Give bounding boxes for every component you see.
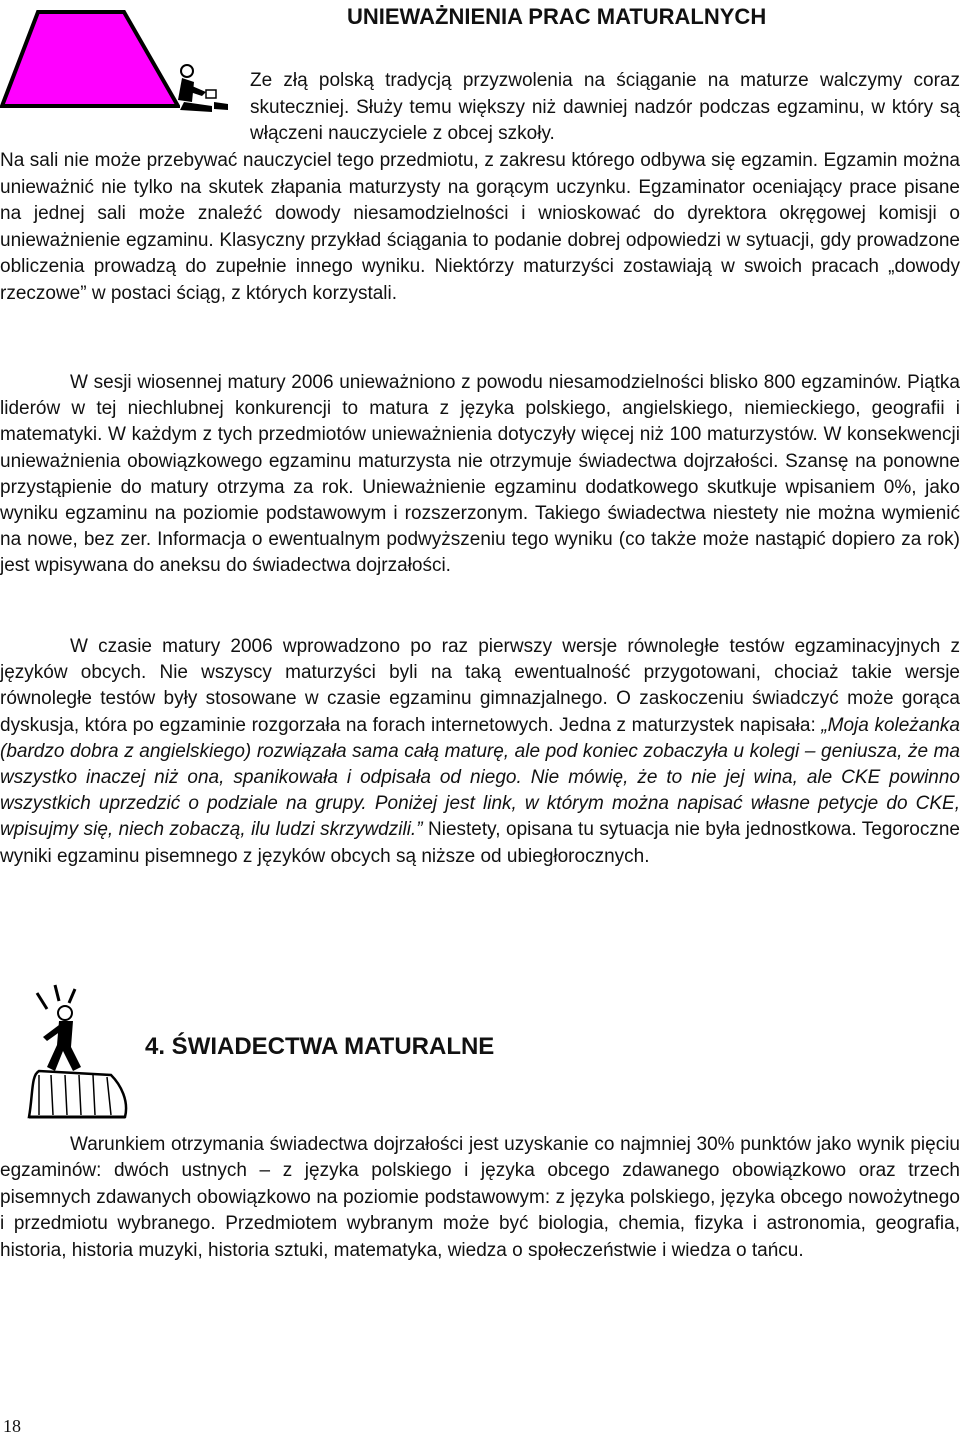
person-on-book-icon xyxy=(25,975,135,1120)
parallel-versions-paragraph xyxy=(0,634,960,870)
session-2006-paragraph: W sesji wiosennej matury 2006 unieważniono z powodu niesamodzielności blisko 800 egzaminów. Piątka liderów w tej niechlubnej konkurencji to matura z języka polskiego, angielskiego, niemieckiego, geografii i matematyki. W każdym z tych przedmiotów unieważnienia dotyczyły więcej niż 100 maturzystów. W konsekwencji unieważnienia obowiązkowego egzaminu maturzysta nie otrzymuje świadectwa dojrzałości. Szansę na ponowne przystąpienie do matury otrzyma za rok. Unieważnienie egzaminu dodatkowego skutkuje wpisaniem 0%, jako wyniku egzaminu na poziomie podstawowym i rozszerzonym. Takiego świadectwa niestety nie można wymienić na nowe, bez zer. Informacja o ewentualnym podwyższeniu tego wyniku (co także może nastąpić dopiero za rok) jest wpisywana do aneksu do świadectwa dojrzałości. xyxy=(0,372,960,577)
invalidation-rules-paragraph: Na sali nie może przebywać nauczyciel tego przedmiotu, z zakresu którego odbywa się egzamin. Egzamin można unieważnić nie tylko na skutek złapania maturzysty na gorącym uczynku. Egzaminator oceniający prace pisane na jednej sali może znaleźć dowody niesamodzielności i wnioskować do dyrektora okręgowej komisji o unieważnienie egzaminu. Klasyczny przykład ściągania to podanie dobrej odpowiedzi w sytuacji, gdy prowadzone obliczenia prowadzą do zupełnie innego wyniku. Niektórzy maturzyści zostawiają w swoich pracach „dowody rzeczowe” w postaci ściąg, z których korzystali. xyxy=(0,150,960,304)
page-title: UNIEWAŻNIENIA PRAC MATURALNYCH xyxy=(347,4,767,29)
intro-paragraph: Ze złą polską tradycją przyzwolenia na ściąganie na maturze walczymy coraz skuteczniej. Służy temu większy niż dawniej nadzór podczas egzaminu, w który są włączeni nauczyciele z obcej szkoły. xyxy=(250,70,960,145)
page-number: 18 xyxy=(3,1416,21,1436)
trapezoid-shape xyxy=(2,12,178,106)
versions-tail-text: Niestety, opisana tu sytuacja nie była jednostkowa. Tegoroczne wyniki egzaminu pisemnego z języków obcych są niższe od ubiegłorocznych. xyxy=(0,819,960,867)
student-quote: „Moja koleżanka (bardzo dobra z angielskiego) rozwiązała sama całą maturę, ale pod koniec zobaczyła u kolegi – geniusza, że ma wszystko inaczej niż ona, spanikowała i odpisała od niego. Nie mówię, że to nie jej wina, ale CKE powinno wszystkich uprzedzić o podziale na grupy. Poniżej jest link, w którym można napisać własne petycje do CKE, wpisujmy się, niech zobaczą, ilu ludzi skrzywdzili.” xyxy=(0,714,960,841)
magenta-trapezoid-decoration xyxy=(0,10,180,110)
versions-lead-text: W czasie matury 2006 wprowadzono po raz pierwszy wersje równoległe testów egzaminacyjnych z języków obcych. Nie wszyscy maturzyści byli na taką ewentualność przygotowani, chociaż takie wersje równoległe testów były stosowane w czasie egzaminu gimnazjalnego. O zaskoczeniu świadczyć może gorąca dyskusja, która po egzaminie rozgorzała na forach internetowych. Jedna z maturzystek napisała: xyxy=(0,636,960,736)
person-reading-icon xyxy=(170,62,230,114)
section-title: 4. ŚWIADECTWA MATURALNE xyxy=(145,1033,495,1060)
certificate-requirements-paragraph: Warunkiem otrzymania świadectwa dojrzałości jest uzyskanie co najmniej 30% punktów jako wynik pięciu egzaminów: dwóch ustnych – z języka polskiego i języka obcego zdawanego obowiązkowo oraz trzech pisemnych zdawanych obowiązkowo na poziomie podstawowym: z języka polskiego, języka obcego nowożytnego i przedmiotu wybranego. Przedmiotem wybranym może być biologia, chemia, fizyka i astronomia, geografia, historia, historia muzyki, historia sztuki, matematyka, wiedza o społeczeństwie i wiedza o tańcu. xyxy=(0,1134,960,1261)
